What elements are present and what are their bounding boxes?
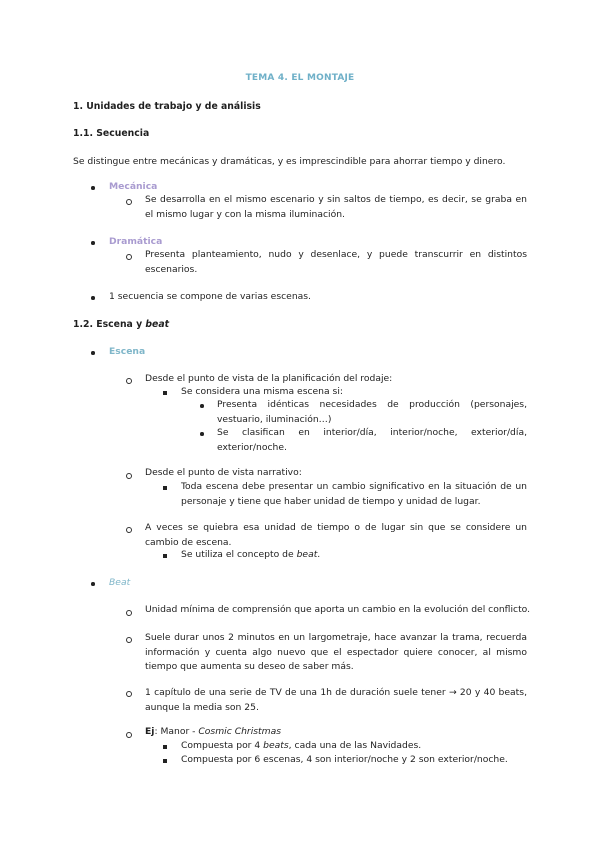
text-compuesta1-suffix: , cada una de las Navidades.: [288, 740, 422, 751]
text-misma-escena: Se considera una misma escena si:: [181, 386, 343, 397]
text-compuesta-beats: [181, 740, 421, 751]
bullet-dot-icon: [91, 582, 95, 586]
text-dramatica: Presenta planteamiento, nudo y desenlace, y puede transcurrir en distintos escenarios.: [145, 249, 527, 275]
text-concepto-prefix: Se utiliza el concepto de: [181, 549, 297, 560]
bullet-square-icon: [163, 759, 167, 763]
text-mecanica: Se desarrolla en el mismo escenario y sin saltos de tiempo, es decir, se graba en el mismo lugar y con la misma iluminación.: [145, 194, 527, 220]
label-escena: Escena: [109, 346, 146, 357]
bullet-dot-icon: [91, 186, 95, 190]
text-compuesta1-prefix: Compuesta por 4: [181, 740, 264, 751]
bullet-circle-icon: [126, 199, 132, 205]
text-clasifican: Se clasifican en interior/día, interior/noche, exterior/día, exterior/noche.: [217, 427, 527, 453]
text-ejemplo-bold: Ej: [145, 726, 155, 737]
bullet-square-icon: [163, 554, 167, 558]
bullet-circle-icon: [126, 732, 132, 738]
bullet-dot-icon: [200, 432, 204, 436]
bullet-circle-icon: [126, 473, 132, 479]
bullet-circle-icon: [126, 637, 132, 643]
text-compuesta-escenas: Compuesta por 6 escenas, 4 son interior/noche y 2 son exterior/noche.: [181, 754, 508, 765]
text-concepto-suffix: .: [317, 549, 321, 560]
heading-secuencia: 1.1. Secuencia: [73, 128, 150, 139]
heading-escena-beat: [73, 319, 169, 330]
page-title: TEMA 4. EL MONTAJE: [245, 73, 355, 83]
text-secuencia-escenas: 1 secuencia se compone de varias escenas.: [109, 291, 311, 302]
text-quiebra: A veces se quiebra esa unidad de tiempo o de lugar sin que se considere un cambio de escena.: [145, 522, 527, 548]
text-compuesta1-italic: beats: [263, 740, 289, 751]
bullet-circle-icon: [126, 610, 132, 616]
bullet-circle-icon: [126, 527, 132, 533]
text-toda-escena: Toda escena debe presentar un cambio significativo en la situación de un personaje y tiene que haber unidad de tiempo y unidad de lugar.: [181, 481, 527, 507]
text-narrativo: Desde el punto de vista narrativo:: [145, 467, 302, 478]
bullet-circle-icon: [126, 254, 132, 260]
bullet-circle-icon: [126, 378, 132, 384]
label-beat: Beat: [109, 577, 131, 588]
bullet-dot-icon: [91, 241, 95, 245]
text-concepto-italic: beat: [296, 549, 318, 560]
text-identicas: Presenta idénticas necesidades de producción (personajes, vestuario, iluminación…): [217, 399, 527, 425]
text-ejemplo-italic: Cosmic Christmas: [198, 726, 282, 737]
heading-escena-beat-prefix: 1.2. Escena y: [73, 319, 146, 330]
heading-unidades: 1. Unidades de trabajo y de análisis: [73, 101, 261, 112]
text-unidad-minima: Unidad mínima de comprensión que aporta un cambio en la evolución del conflicto.: [145, 604, 531, 615]
text-concepto-beat: [181, 549, 320, 560]
intro-paragraph: Se distingue entre mecánicas y dramáticas, y es imprescindible para ahorrar tiempo y dinero.: [73, 156, 506, 167]
bullet-square-icon: [163, 745, 167, 749]
text-ejemplo: [145, 726, 281, 737]
text-capitulo: 1 capítulo de una serie de TV de una 1h de duración suele tener → 20 y 40 beats, aunque la media son 25.: [145, 687, 527, 713]
heading-escena-beat-italic: beat: [145, 319, 170, 330]
bullet-square-icon: [163, 391, 167, 395]
label-mecanica: Mecánica: [109, 181, 158, 192]
bullet-circle-icon: [126, 691, 132, 697]
text-duracion: Suele durar unos 2 minutos en un largometraje, hace avanzar la trama, recuerda información y cuenta algo nuevo que el espectador quiere conocer, al mismo tiempo que aumenta su deseo de saber más.: [145, 632, 527, 673]
text-rodaje: Desde el punto de vista de la planificación del rodaje:: [145, 373, 393, 384]
text-ejemplo-text: : Manor -: [154, 726, 199, 737]
bullet-square-icon: [163, 486, 167, 490]
bullet-dot-icon: [200, 404, 204, 408]
label-dramatica: Dramática: [109, 236, 163, 247]
bullet-dot-icon: [91, 296, 95, 300]
bullet-dot-icon: [91, 351, 95, 355]
